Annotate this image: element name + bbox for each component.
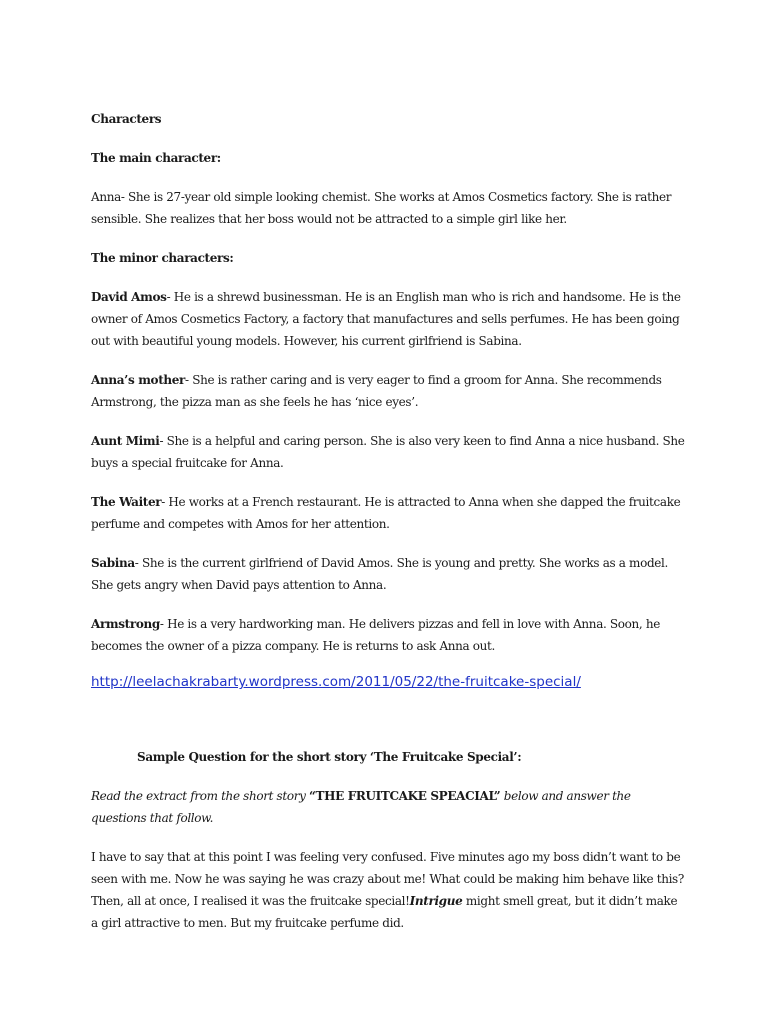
character-entry-david-amos <box>91 286 685 352</box>
document-body <box>91 108 685 934</box>
character-entry-aunt-mimi <box>91 430 685 474</box>
anna-description: Anna- She is 27-year old simple looking chemist. She works at Amos Cosmetics factory. She is rather sensible. She realizes that her boss would not be attracted to a simple girl like her. <box>91 190 672 226</box>
intrigue-word: Intrigue <box>409 894 463 908</box>
main-character-heading: The main character: <box>91 151 221 165</box>
character-description: - She is the current girlfriend of David Amos. She is young and pretty. She works as a model. She gets angry when David pays attention to Anna. <box>91 556 668 592</box>
character-description: - She is rather caring and is very eager to find a groom for Anna. She recommends Armstrong, the pizza man as she feels he has ‘nice eyes’. <box>91 373 662 409</box>
character-description: - He is a very hardworking man. He delivers pizzas and fell in love with Anna. Soon, he becomes the owner of a pizza company. He is returns to ask Anna out. <box>91 617 660 653</box>
character-description: - He is a shrewd businessman. He is an English man who is rich and handsome. He is the owner of Amos Cosmetics Factory, a factory that manufactures and sells perfumes. He has been going out with beautiful young models. However, his current girlfriend is Sabina. <box>91 290 681 348</box>
extract-instruction: Read the extract from the short story “THE FRUITCAKE SPEACIAL” below and answer the questions that follow. <box>91 789 631 825</box>
character-entry-armstrong <box>91 613 685 657</box>
character-name: The Waiter <box>91 495 162 509</box>
character-name: Sabina <box>91 556 135 570</box>
character-description: - He works at a French restaurant. He is attracted to Anna when she dapped the fruitcake perfume and competes with Amos for her attention. <box>91 495 681 531</box>
character-name: Armstrong <box>91 617 160 631</box>
character-name: Aunt Mimi <box>91 434 160 448</box>
sample-question-heading: Sample Question for the short story ‘The Fruitcake Special’: <box>137 750 522 764</box>
character-name: Anna’s mother <box>91 373 186 387</box>
minor-characters-heading: The minor characters: <box>91 251 234 265</box>
character-entry-annas-mother <box>91 369 685 413</box>
source-link[interactable]: http://leelachakrabarty.wordpress.com/2011/05/22/the-fruitcake-special/ <box>91 674 581 690</box>
story-extract: I have to say that at this point I was feeling very confused. Five minutes ago my boss didn’t want to be seen with me. Now he was saying he was crazy about me! What could be making him behave like this? Then, all at once, I realised it was the fruitcake special!Intrigue might smell great, but it didn’t make a girl attractive to men. But my fruitcake perfume did. <box>91 850 684 930</box>
source-link-row <box>91 664 685 693</box>
character-entry-sabina <box>91 552 685 596</box>
character-entry-the-waiter <box>91 491 685 535</box>
character-name: David Amos <box>91 290 167 304</box>
characters-heading: Characters <box>91 112 162 126</box>
story-title: “THE FRUITCAKE SPEACIAL” <box>308 789 501 803</box>
character-description: - She is a helpful and caring person. She is also very keen to find Anna a nice husband. She buys a special fruitcake for Anna. <box>91 434 685 470</box>
